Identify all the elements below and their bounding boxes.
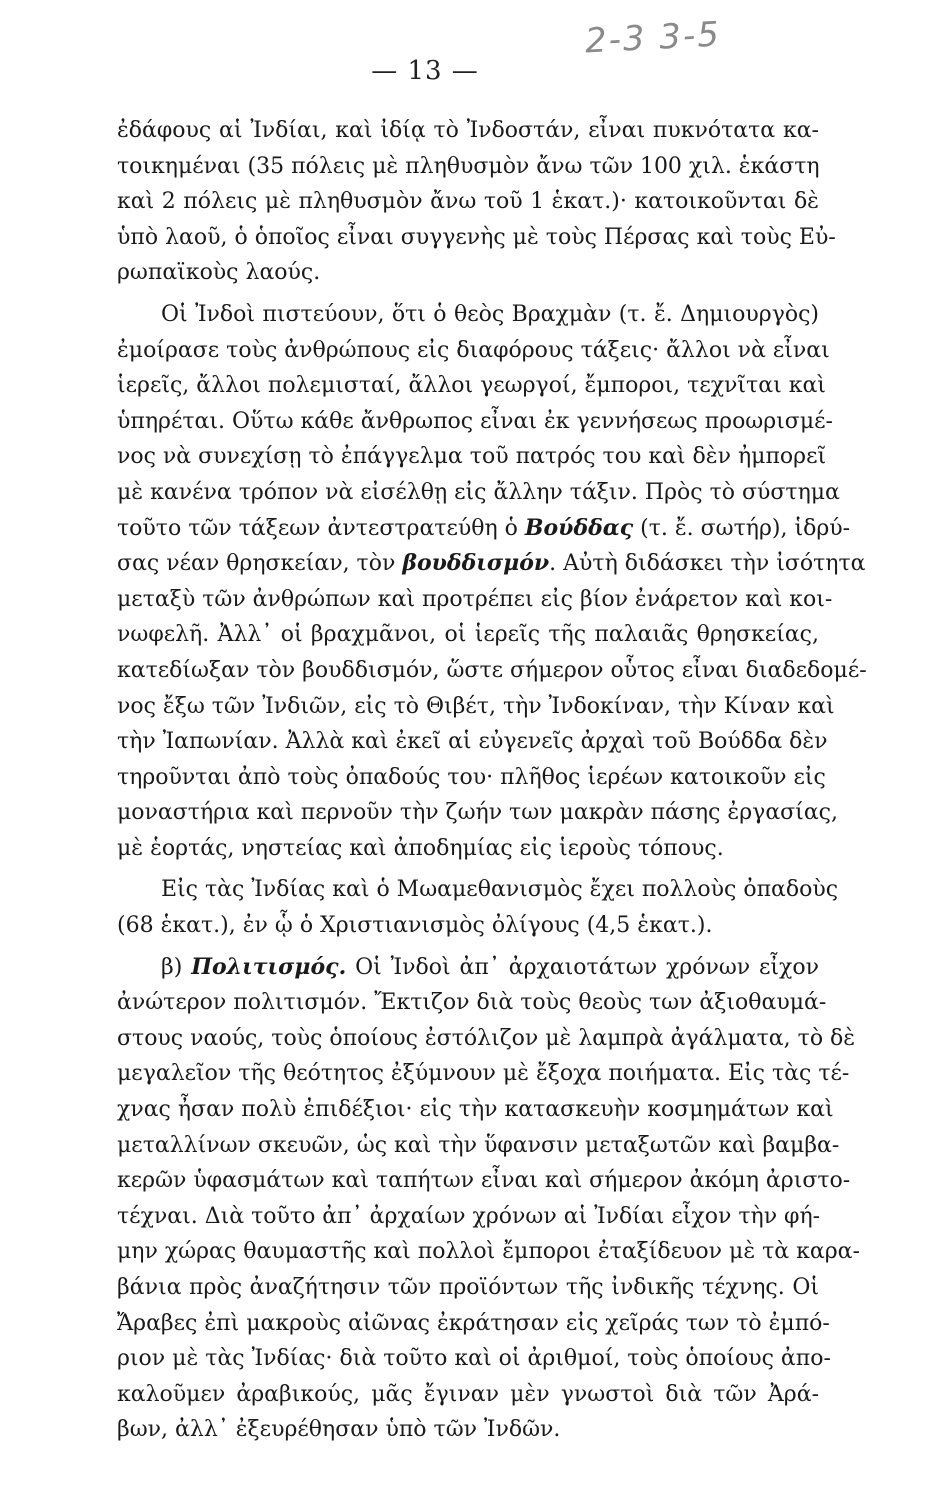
text-segment: Οἱ Ἰνδοὶ ἀπ᾽ ἀρχαιοτάτων χρόνων εἶχον <box>346 954 820 980</box>
section-heading: Πολιτισμός. <box>191 953 347 980</box>
text-line <box>117 546 866 582</box>
text-line: βων, ἀλλ᾽ ἐξευρέθησαν ὑπὸ τῶν Ἰνδῶν. <box>117 1417 561 1443</box>
text-line: βάνια πρὸς ἀναζήτησιν τῶν προϊόντων τῆς ἰνδικῆς τέχνης. Οἱ <box>117 1275 819 1300</box>
text-segment: σας νέαν θρησκείαν, τὸν <box>117 551 403 577</box>
text-line: μεγαλεῖον τῆς θεότητος ἐξύμνουν μὲ ἔξοχα ποιήματα. Εἰς τὰς τέ- <box>117 1061 850 1087</box>
text-line: κερῶν ὑφασμάτων καὶ ταπήτων εἶναι καὶ σήμερον ἀκόμη ἀριστο- <box>117 1168 851 1194</box>
text-line: τοικημέναι (35 πόλεις μὲ πληθυσμὸν ἄνω τῶν 100 χιλ. ἑκάστη <box>117 153 820 179</box>
text-line: χνας ἦσαν πολὺ ἐπιδέξιοι· εἰς τὴν κατασκευὴν κοσμημάτων καὶ <box>117 1097 834 1123</box>
text-line: νος νὰ συνεχίσῃ τὸ ἐπάγγελμα τοῦ πατρός του καὶ δὲν ἠμπορεῖ <box>117 444 827 470</box>
body-text <box>117 113 867 1448</box>
text-segment: . Αὐτὴ διδάσκει τὴν ἰσότητα <box>549 551 866 577</box>
text-line: ὑπὸ λαοῦ, ὁ ὁποῖος εἶναι συγγενὴς μὲ τοὺς Πέρσας καὶ τοὺς Εὐ- <box>117 224 836 250</box>
text-line: Εἰς τὰς Ἰνδίας καὶ ὁ Μωαμεθανισμὸς ἔχει πολλοὺς ὀπαδοὺς <box>161 877 839 903</box>
text-line: ἐμοίρασε τοὺς ἀνθρώπους εἰς διαφόρους τάξεις· ἄλλοι νὰ εἶναι <box>117 337 830 363</box>
section-marker: β) <box>161 954 192 980</box>
paragraph-2 <box>117 297 867 867</box>
paragraph-3 <box>117 872 839 943</box>
text-line: καὶ 2 πόλεις μὲ πληθυσμὸν ἄνω τοῦ 1 ἑκατ.)· κατοικοῦνται δὲ <box>117 189 819 215</box>
text-line <box>117 511 851 547</box>
page-header <box>0 14 939 102</box>
text-line: τηροῦνται ἀπὸ τοὺς ὀπαδούς του· πλῆθος ἱερέων κατοικοῦν εἰς <box>117 764 826 790</box>
text-line: μεταλλίνων σκευῶν, ὡς καὶ τὴν ὕφανσιν μεταξωτῶν καὶ βαμβα- <box>117 1132 840 1158</box>
text-line: ἱερεῖς, ἄλλοι πολεμισταί, ἄλλοι γεωργοί, ἔμποροι, τεχνῖται καὶ <box>117 373 826 399</box>
text-line: τὴν Ἰαπωνίαν. Ἀλλὰ καὶ ἐκεῖ αἱ εὐγενεῖς ἀρχαὶ τοῦ Βούδδα δὲν <box>117 729 828 755</box>
text-line: στους ναούς, τοὺς ὁποίους ἐστόλιζον μὲ λαμπρὰ ἀγάλματα, τὸ δὲ <box>117 1025 856 1051</box>
emphasis-term: βουδδισμόν <box>402 550 550 577</box>
text-line: (68 ἑκατ.), ἐν ᾧ ὁ Χριστιανισμὸς ὀλίγους (4,5 ἑκατ.). <box>117 913 713 939</box>
text-line: ἀνώτερον πολιτισμόν. Ἔκτιζον διὰ τοὺς θεοὺς των ἀξιοθαυμά- <box>117 990 827 1016</box>
page-number: — 13 — <box>371 56 479 86</box>
text-line: καλοῦμεν ἀραβικούς, μᾶς ἔγιναν μὲν γνωστοὶ διὰ τῶν Ἀρά- <box>117 1381 819 1407</box>
text-line: Ἄραβες ἐπὶ μακροὺς αἰῶνας ἐκράτησαν εἰς χεῖράς των τὸ ἐμπό- <box>117 1310 830 1336</box>
text-segment: (τ. ἔ. σωτήρ), ἱδρύ- <box>633 515 851 541</box>
paragraph-4 <box>117 950 860 1448</box>
text-line: νωφελῆ. Ἀλλ᾽ οἱ βραχμᾶνοι, οἱ ἱερεῖς τῆς παλαιᾶς θρησκείας, <box>117 622 819 648</box>
text-segment: τοῦτο τῶν τάξεων ἀντεστρατεύθη ὁ <box>117 515 525 541</box>
text-line: μὲ ἑορτάς, νηστείας καὶ ἀποδημίας εἰς ἱεροὺς τόπους. <box>117 835 724 861</box>
handwritten-annotation: 2-3 3-5 <box>584 14 722 62</box>
text-line: μὲ κανένα τρόπον νὰ εἰσέλθῃ εἰς ἄλλην τάξιν. Πρὸς τὸ σύστημα <box>117 479 840 505</box>
text-line: τέχναι. Διὰ τοῦτο ἀπ᾽ ἀρχαίων χρόνων αἱ Ἰνδίαι εἶχον τὴν φή- <box>117 1203 821 1229</box>
text-line: μοναστήρια καὶ περνοῦν τὴν ζωήν των μακρὰν πάσης ἐργασίας, <box>117 800 838 826</box>
text-line: ἐδάφους αἱ Ἰνδίαι, καὶ ἰδίᾳ τὸ Ἰνδοστάν, εἶναι πυκνότατα κα- <box>117 118 819 143</box>
text-line: Οἱ Ἰνδοὶ πιστεύουν, ὅτι ὁ θεὸς Βραχμὰν (τ. ἔ. Δημιουργὸς) <box>161 301 819 327</box>
text-line: ὑπηρέται. Οὕτω κάθε ἄνθρωπος εἶναι ἐκ γεννήσεως προωρισμέ- <box>117 408 833 434</box>
text-line: μην χώρας θαυμαστῆς καὶ πολλοὶ ἔμποροι ἐταξίδευον μὲ τὰ καρα- <box>117 1239 860 1265</box>
text-line: ρωπαϊκοὺς λαούς. <box>117 260 321 286</box>
paragraph-1 <box>117 113 836 291</box>
text-line: ριον μὲ τὰς Ἰνδίας· διὰ τοῦτο καὶ οἱ ἀριθμοί, τοὺς ὁποίους ἀπο- <box>117 1346 831 1372</box>
text-line: κατεδίωξαν τὸν βουδδισμόν, ὥστε σήμερον οὗτος εἶναι διαδεδομέ- <box>117 657 867 683</box>
emphasis-term: Βούδδας <box>524 514 634 541</box>
text-line: νος ἔξω τῶν Ἰνδιῶν, εἰς τὸ Θιβέτ, τὴν Ἰνδοκίναν, τὴν Κίναν καὶ <box>117 693 835 719</box>
text-line <box>117 950 819 986</box>
text-line: μεταξὺ τῶν ἀνθρώπων καὶ προτρέπει εἰς βίον ἐνάρετον καὶ κοι- <box>117 586 833 612</box>
